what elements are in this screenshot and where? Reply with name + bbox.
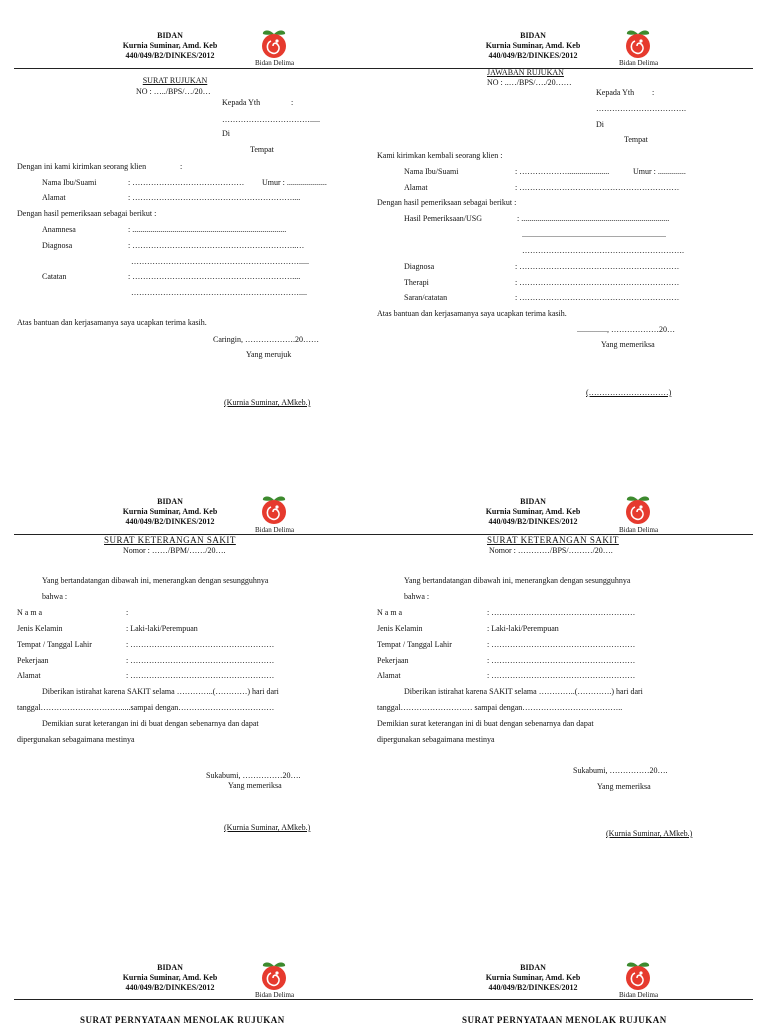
thanks-text: Atas bantuan dan kerjasamanya saya ucapkan terima kasih.	[17, 318, 207, 327]
letter-number: NO : …../BPS/…/20…	[136, 87, 211, 96]
header-name: Kurnia Suminar, Amd. Keb	[485, 41, 581, 50]
header-license: 440/049/B2/DINKES/2012	[125, 51, 215, 60]
alamat-label: Alamat	[17, 671, 41, 680]
usg-field-2: ........................................................................	[522, 230, 666, 239]
alamat-field: : ……………………………………………………....	[128, 193, 301, 202]
thanks-text: Atas bantuan dan kerjasamanya saya ucapkan terima kasih.	[377, 309, 567, 318]
saran-field: : ……………………………………………………	[515, 293, 680, 302]
letter-title: JAWABAN RUJUKAN	[487, 68, 564, 77]
header-divider	[14, 999, 389, 1000]
header-name: Kurnia Suminar, Amd. Keb	[485, 973, 581, 982]
intro-text-2: bahwa :	[42, 592, 68, 601]
header-title: BIDAN	[520, 963, 546, 972]
header-license: 440/049/B2/DINKES/2012	[125, 517, 215, 526]
intro-text: Dengan ini kami kirimkan seorang klien	[17, 162, 147, 171]
therapi-field: : ……………………………………………………	[515, 278, 680, 287]
birth-label: Tempat / Tanggal Lahir	[377, 640, 452, 649]
bidan-delima-logo-icon	[260, 961, 288, 991]
letter-title: SURAT PERNYATAAN MENOLAK RUJUKAN	[462, 1015, 667, 1025]
di-label: Di	[222, 129, 230, 138]
header-title: BIDAN	[157, 963, 183, 972]
hasil-text: Dengan hasil pemeriksaan sebagai berikut :	[17, 209, 157, 218]
alamat-field: : ………………………………………………	[126, 671, 275, 680]
nama-label: N a m a	[17, 608, 43, 617]
letter-number: NO : ..…/BPS/…./20……	[487, 78, 572, 87]
alamat-field: : ……………………………………………………	[515, 183, 680, 192]
intro-text: Yang bertandatangan dibawah ini, menerangkan dengan sesungguhnya	[404, 576, 631, 585]
usg-field: : ..........................................................................	[517, 214, 670, 223]
tempat-label: Tempat	[624, 135, 648, 144]
header-license: 440/049/B2/DINKES/2012	[488, 51, 578, 60]
logo-caption: Bidan Delima	[255, 526, 295, 534]
letter-title: SURAT RUJUKAN	[142, 76, 208, 85]
header-divider	[14, 68, 389, 69]
nama-label: Nama Ibu/Suami	[404, 167, 459, 176]
bidan-delima-logo-icon	[624, 961, 652, 991]
hasil-text: Dengan hasil pemeriksaan sebagai berikut :	[377, 198, 517, 207]
job-label: Pekerjaan	[17, 656, 49, 665]
header-license: 440/049/B2/DINKES/2012	[125, 983, 215, 992]
catatan-field-2: ………………………………………………………....	[131, 288, 307, 297]
header-name: Kurnia Suminar, Amd. Keb	[122, 973, 218, 982]
alamat-field: : ………………………………………………	[487, 671, 636, 680]
letter-number: Nomor : …………/BPS/………/20….	[489, 546, 613, 555]
diagnosa-label: Diagnosa	[42, 241, 73, 250]
recipient-field: …………………………….....	[222, 115, 320, 124]
letter-number: Nomor : ……/BPM/……/20….	[123, 546, 226, 555]
intro-text-2: bahwa :	[404, 592, 430, 601]
birth-field: : ………………………………………………	[126, 640, 275, 649]
closing-text: Demikian surat keterangan ini di buat dengan sebenarnya dan dapat	[377, 719, 594, 728]
nama-field: : ……………….....................	[515, 167, 610, 176]
umur-field: Umur : ....................	[262, 178, 327, 187]
header-title: BIDAN	[520, 31, 546, 40]
birth-label: Tempat / Tanggal Lahir	[17, 640, 92, 649]
header-divider	[375, 68, 753, 69]
diagnosa-label: Diagnosa	[404, 262, 435, 271]
logo-caption: Bidan Delima	[619, 526, 659, 534]
intro-text: Kami kirimkan kembali seorang klien :	[377, 151, 503, 160]
di-label: Di	[596, 120, 604, 129]
date-range-text: tanggal……………………… sampai dengan………………………………..	[377, 703, 623, 712]
bidan-delima-logo-icon	[624, 29, 652, 59]
therapi-label: Therapi	[404, 278, 429, 287]
gender-label: Jenis Kelamin	[17, 624, 63, 633]
signature-name: (Kurnia Suminar, AMkeb.)	[606, 829, 693, 838]
alamat-label: Alamat	[42, 193, 66, 202]
job-field: : ………………………………………………	[126, 656, 275, 665]
alamat-label: Alamat	[404, 183, 428, 192]
place-date: Caringin, ……………….20……	[213, 335, 319, 344]
nama-field: : ……………………………………	[128, 178, 245, 187]
anamnesa-label: Anamnesa	[42, 225, 76, 234]
intro-colon: :	[180, 162, 183, 171]
birth-field: : ………………………………………………	[487, 640, 636, 649]
header-title: BIDAN	[157, 31, 183, 40]
header-license: 440/049/B2/DINKES/2012	[488, 983, 578, 992]
alamat-label: Alamat	[377, 671, 401, 680]
header-divider	[375, 999, 753, 1000]
tempat-label: Tempat	[250, 145, 274, 154]
signer-label: Yang memeriksa	[228, 781, 282, 790]
diagnosa-field: : ……………………………………………………	[515, 262, 680, 271]
bidan-delima-logo-icon	[260, 495, 288, 525]
bidan-delima-logo-icon	[260, 29, 288, 59]
usg-field-3: …………………………………………………….	[522, 246, 684, 255]
rest-text: Diberikan istirahat karena SAKIT selama …………..(…………) hari dari	[42, 687, 279, 696]
letter-title: SURAT KETERANGAN SAKIT	[487, 535, 619, 545]
recipient-label: Kepada Yth	[222, 98, 261, 107]
header-title: BIDAN	[157, 497, 183, 506]
place-date: Sukabumi, ……………20….	[206, 771, 301, 780]
nama-label: N a m a	[377, 608, 403, 617]
signer-label: Yang memeriksa	[597, 782, 651, 791]
recipient-colon: :	[652, 88, 655, 97]
anamnesa-field: : .............................................................................	[128, 225, 287, 234]
signature-name: (Kurnia Suminar, AMkeb.)	[224, 398, 311, 407]
diagnosa-field: : ……………………………………………………..…	[128, 241, 305, 250]
nama-field: : ………………………………………………	[487, 608, 636, 617]
closing-text-2: dipergunakan sebagaimana mestinya	[377, 735, 495, 744]
header-name: Kurnia Suminar, Amd. Keb	[485, 507, 581, 516]
closing-text-2: dipergunakan sebagaimana mestinya	[17, 735, 135, 744]
place-date: Sukabumi, ……………20….	[573, 766, 668, 775]
logo-caption: Bidan Delima	[619, 991, 659, 999]
catatan-label: Catatan	[42, 272, 67, 281]
signature-name: (Kurnia Suminar, AMkeb.)	[224, 823, 311, 832]
rest-text: Diberikan istirahat karena SAKIT selama …………..(………….) hari dari	[404, 687, 643, 696]
recipient-label: Kepada Yth	[596, 88, 635, 97]
signer-label: Yang merujuk	[246, 350, 292, 359]
recipient-field: …………………………….	[596, 104, 686, 113]
gender-field: : Laki-laki/Perempuan	[126, 624, 198, 633]
intro-text: Yang bertandatangan dibawah ini, menerangkan dengan sesungguhnya	[42, 576, 269, 585]
saran-label: Saran/catatan	[404, 293, 448, 302]
place-date: ..............., ………………20…	[577, 325, 675, 334]
signature-name: (…………………………)	[586, 388, 672, 397]
signer-label: Yang memeriksa	[601, 340, 655, 349]
diagnosa-field-2: ……………………………………………………….....	[131, 257, 309, 266]
header-name: Kurnia Suminar, Amd. Keb	[122, 41, 218, 50]
nama-field: :	[126, 608, 129, 617]
logo-caption: Bidan Delima	[255, 59, 295, 67]
recipient-colon: :	[291, 98, 294, 107]
header-name: Kurnia Suminar, Amd. Keb	[122, 507, 218, 516]
date-range-text: tanggal………………………….....sampai dengan………………………………	[17, 703, 275, 712]
gender-label: Jenis Kelamin	[377, 624, 423, 633]
job-label: Pekerjaan	[377, 656, 409, 665]
job-field: : ………………………………………………	[487, 656, 636, 665]
closing-text: Demikian surat keterangan ini di buat dengan sebenarnya dan dapat	[42, 719, 259, 728]
letter-title: SURAT KETERANGAN SAKIT	[104, 535, 236, 545]
nama-label: Nama Ibu/Suami	[42, 178, 97, 187]
usg-label: Hasil Pemeriksaan/USG	[404, 214, 482, 223]
catatan-field: : ……………………………………………………....	[128, 272, 301, 281]
header-license: 440/049/B2/DINKES/2012	[488, 517, 578, 526]
logo-caption: Bidan Delima	[619, 59, 659, 67]
bidan-delima-logo-icon	[624, 495, 652, 525]
letter-title: SURAT PERNYATAAN MENOLAK RUJUKAN	[80, 1015, 285, 1025]
gender-field: : Laki-laki/Perempuan	[487, 624, 559, 633]
header-title: BIDAN	[520, 497, 546, 506]
logo-caption: Bidan Delima	[255, 991, 295, 999]
umur-field: Umur : ..............	[633, 167, 686, 176]
